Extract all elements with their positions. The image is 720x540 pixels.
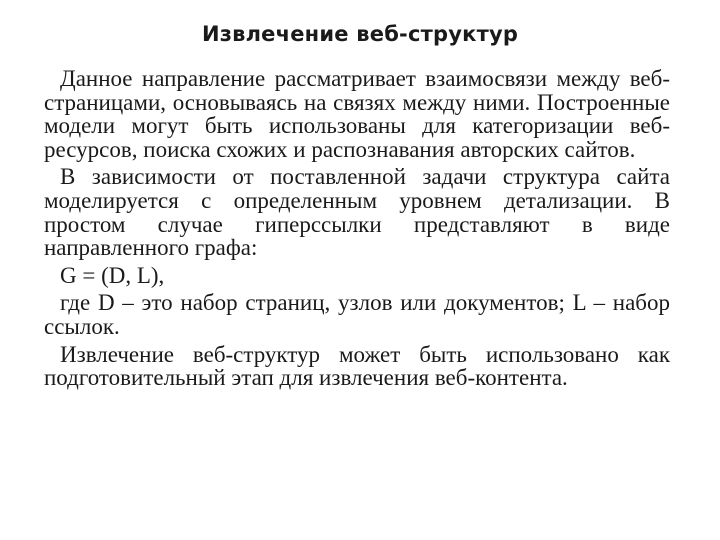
paragraph-structure: В зависимости от поставленной задачи структура сайта моделируется с определенным уровнем детализации. В простом случае гиперссылки представляют в виде направленного графа: — [44, 164, 670, 261]
paragraph-definition: где D – это набор страниц, узлов или документов; L – набор ссылок. — [44, 290, 670, 339]
paragraph-intro: Данное направление рассматривает взаимосвязи между веб-страницами, основываясь на связях между ними. Построенные модели могут быть использованы для категоризации веб-ресурсов, поиска схожих и распознавания авторских сайтов. — [44, 66, 670, 162]
slide-body — [44, 67, 670, 394]
paragraph-conclusion: Извлечение веб-структур может быть использовано как подготовительный этап для извлечения веб-контента. — [44, 341, 670, 391]
paragraph-formula: G = (D, L), — [60, 262, 165, 288]
slide-title: Извлечение веб-структур — [201, 22, 519, 46]
